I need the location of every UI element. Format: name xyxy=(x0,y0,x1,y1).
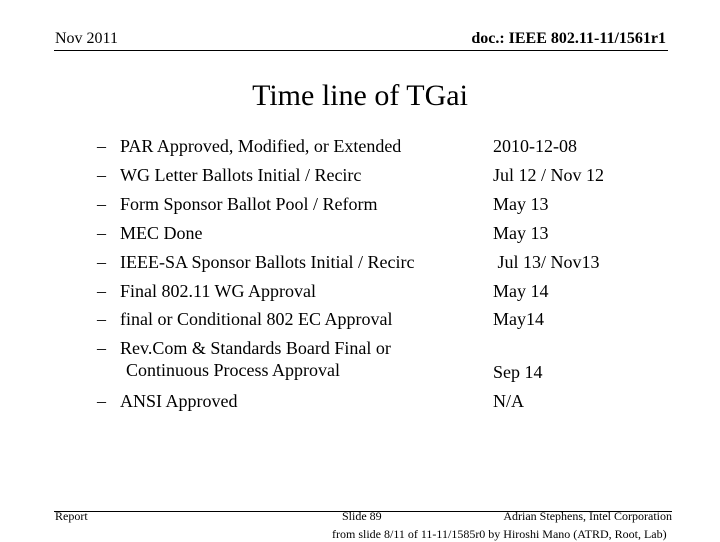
item-label: WG Letter Ballots Initial / Recirc xyxy=(120,165,362,185)
timeline-item xyxy=(0,252,720,281)
bullet-dash: – xyxy=(97,281,106,301)
bullet-dash: – xyxy=(97,309,106,329)
bullet-dash: – xyxy=(97,338,106,358)
header-doc-id: doc.: IEEE 802.11-11/1561r1 xyxy=(471,30,666,47)
timeline-item xyxy=(0,281,720,310)
item-date: Jul 13/ Nov13 xyxy=(493,252,600,272)
timeline-item xyxy=(0,136,720,165)
slide-title: Time line of TGai xyxy=(252,79,468,112)
item-label: PAR Approved, Modified, or Extended xyxy=(120,136,402,156)
timeline-item xyxy=(0,194,720,223)
item-date: Jul 12 / Nov 12 xyxy=(493,165,605,185)
item-label: final or Conditional 802 EC Approval xyxy=(120,309,393,329)
item-date: 2010-12-08 xyxy=(493,136,577,156)
bullet-dash: – xyxy=(97,194,106,214)
header-date: Nov 2011 xyxy=(55,30,118,47)
footer-slide-number: Slide 89 xyxy=(342,509,382,523)
item-label: ANSI Approved xyxy=(120,391,238,411)
bullet-dash: – xyxy=(97,252,106,272)
bullet-dash: – xyxy=(97,165,106,185)
item-label: MEC Done xyxy=(120,223,203,243)
item-label xyxy=(120,338,391,381)
item-label: Final 802.11 WG Approval xyxy=(120,281,316,301)
item-date: N/A xyxy=(493,391,524,411)
header-divider xyxy=(54,50,668,51)
bullet-dash: – xyxy=(97,136,106,156)
item-date: Sep 14 xyxy=(493,362,543,382)
item-label-line1: Rev.Com & Standards Board Final or xyxy=(120,338,391,358)
item-date: May 13 xyxy=(493,194,549,214)
footer-author: Adrian Stephens, Intel Corporation xyxy=(503,509,672,523)
item-label: IEEE-SA Sponsor Ballots Initial / Recirc xyxy=(120,252,415,272)
timeline-item xyxy=(0,223,720,252)
timeline-item xyxy=(0,338,720,390)
bullet-dash: – xyxy=(97,223,106,243)
footer-report-label: Report xyxy=(55,509,88,523)
bullet-dash: – xyxy=(97,391,106,411)
timeline-item xyxy=(0,165,720,194)
item-label: Form Sponsor Ballot Pool / Reform xyxy=(120,194,378,214)
item-date: May 13 xyxy=(493,223,549,243)
item-label-line2: Continuous Process Approval xyxy=(126,360,340,380)
timeline-item xyxy=(0,309,720,338)
item-date: May 14 xyxy=(493,281,549,301)
timeline-item xyxy=(0,391,720,420)
footer-source-note: from slide 8/11 of 11-11/1585r0 by Hiroshi Mano (ATRD, Root, Lab) xyxy=(332,527,667,541)
item-date: May14 xyxy=(493,309,544,329)
